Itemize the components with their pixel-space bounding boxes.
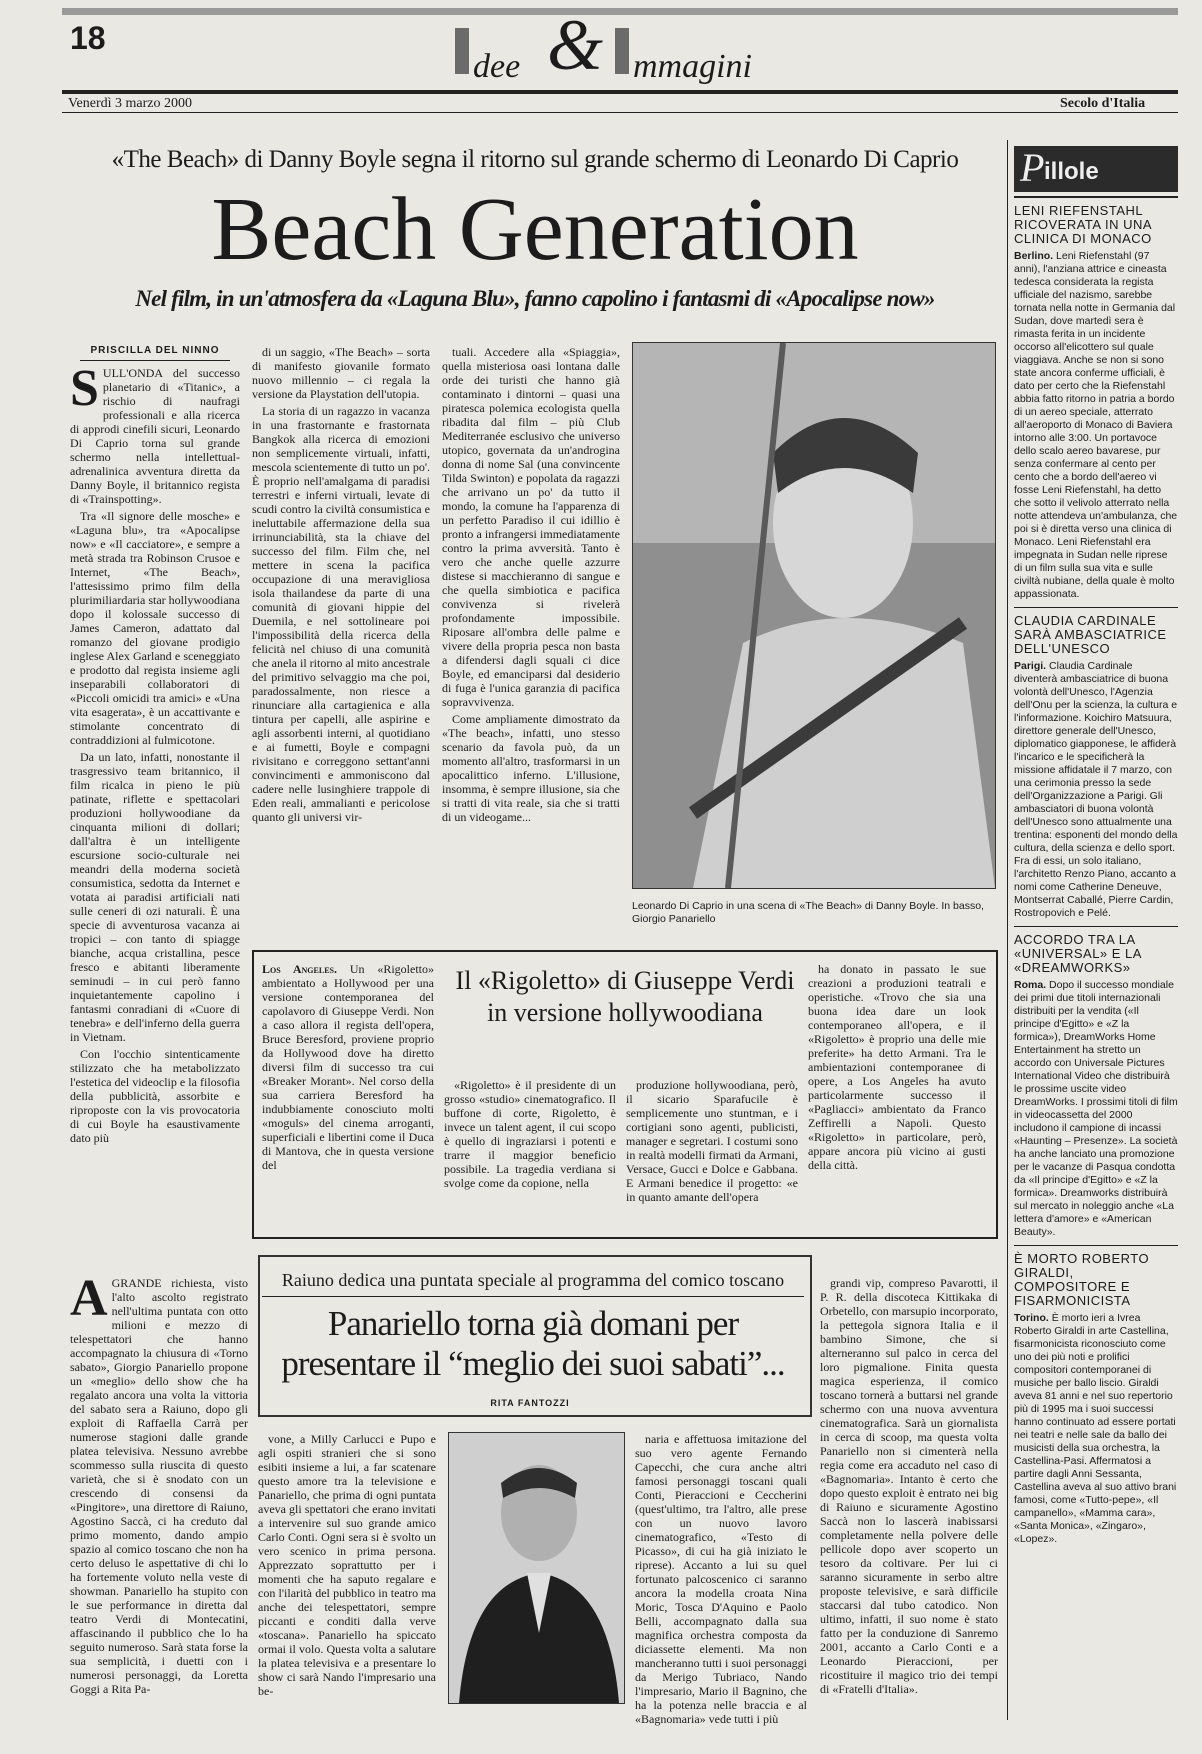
- main-col3-p2: Come ampliamente dimostrato da «The beach», infatti, uno stesso scenario da favola può, da un momento all'altro, trasformarsi in un apocalittico inferno. L'illusione, insomma, è sempre illusione, sia che si tratti di vita reale, sia che si tratti di un videogame...: [442, 712, 620, 824]
- rigoletto-title: Il «Rigoletto» di Giuseppe Verdi in versione hollywoodiana: [455, 966, 795, 1027]
- main-col1-p3: Da un lato, infatti, nonostante il trasgressivo team britannico, il film ricalca in pieno le più patinate, riflette e spettacolari produzioni hollywoodiane da cinquanta milioni di dollari; dall'altra è un intelligente escursione socio-culturale nei meandri della moderna società consumistica, sedotta da Internet e votata ai paradisi artificiali nati sulle ceneri di ozi naturali. È una specie di avventurosa vacanza ai tropici – con tanto di spiagge bianche, acqua cristallina, pesce fresco e abitanti liberamente seminudi – in cui però fanno inquietantemente capolino i fantasmi conradiani di «Cuore di tenebra» e dell'inferno della guerra in Vietnam.: [70, 750, 240, 1044]
- panariello-column-1: [70, 1276, 248, 1736]
- pillole-item-universal: [1014, 933, 1178, 1239]
- main-subtitle: Nel film, in un'atmosfera da «Laguna Blu», fanno capolino i fantasmi di «Apocalipse now»: [135, 286, 935, 311]
- pillole-item-cardinale: [1014, 614, 1178, 920]
- rigoletto-column-1: [262, 962, 434, 1228]
- pillole-item-text: [1014, 660, 1178, 920]
- main-title: Beach Generation: [211, 180, 859, 279]
- main-kicker: «The Beach» di Danny Boyle segna il ritorno sul grande schermo di Leonardo Di Caprio: [111, 146, 959, 173]
- pillole-item-title: ACCORDO TRA LA «UNIVERSAL» E LA «DREAMWORKS»: [1014, 932, 1142, 975]
- sidebar-divider: [1007, 140, 1008, 1720]
- main-dropcap: S: [70, 366, 99, 417]
- pillole-rule-1: [1014, 196, 1178, 198]
- rigoletto-column-4: [808, 962, 986, 1228]
- dicaprio-figure: [633, 343, 995, 888]
- pillole-header-text: illole: [1044, 158, 1099, 185]
- main-col1-p4: Con l'occhio sintenticamente stilizzato che ha metabolizzato l'estetica del videoclip e la filosofia della pubblicità, assorbite e riproposte con la vis provocatoria di cui Boyle ha esaustivamente dato più: [70, 1047, 240, 1145]
- main-col1-p2: Tra «Il signore delle mosche» e «Laguna blu», tra «Apocalipse now» e «Il cacciatore», e sempre a metà strada tra Robinson Crusoe e Internet, «The Beach», l'attesissimo primo film della plurimiliardaria star hollywoodiana dopo il kolossale successo di James Cameron, adattato dal romanzo del giovane prodigio inglese Alex Garland e sceneggiato e prodotto dal regista insieme agli inseparabili collaboratori di «Piccoli omicidi tra amici» e «Una vita esagerata», è un accattivante e stimolante concentrato di contraddizioni al fulmicotone.: [70, 509, 240, 747]
- pillole-item-dateline: Parigi.: [1014, 660, 1047, 672]
- pillole-item-riefenstahl: [1014, 204, 1178, 601]
- main-column-1: [70, 366, 240, 1306]
- section-word-1: dee: [473, 48, 521, 85]
- pillole-item-title: CLAUDIA CARDINALE SARÀ AMBASCIATRICE DELL'UNESCO: [1014, 613, 1167, 656]
- section-letter-2: [615, 28, 629, 74]
- pillole-item-text: [1014, 250, 1178, 601]
- rigoletto-column-3: [626, 1078, 798, 1228]
- pillole-item-dateline: Torino.: [1014, 1312, 1049, 1324]
- pillole-item-body: Leni Riefenstahl (97 anni), l'anziana attrice e cineasta tedesca considerata la regista ufficiale del nazismo, sarebbe tornata nella notte in Germania dal Sudan, dove martedì sera è rimasta ferita in un incidente occorso all'elicottero sul quale viaggiava. Anche se non si sono state ancora conferme ufficiali, è dato per certo che la Riefenstahl abbia fatto ritorno in patria a bordo di un aereo speciale, atterrato all'aeroporto di Monaco di Baviera intorno alle 3:00. Un portavoce dello scalo aereo bavarese, pur senza confermare al cento per cento che a bordo dell'aereo vi fosse Leni Riefenstahl, ha detto che sotto il velivolo atterrato nella notte attendeva un'ambulanza, che poi si è diretta verso una clinica di Monaco. Leni Riefenstahl era impegnata in Sudan nelle riprese di un film sulla sua vita e sulle civiltà nubiane, della quale è molto appassionata.: [1014, 250, 1178, 600]
- pillole-item-text: [1014, 979, 1178, 1239]
- header-rule-thin: [62, 112, 1178, 113]
- rigoletto-col2-text: «Rigoletto» è il presidente di un grosso «studio» cinematografico. Il buffone di corte, Rigoletto, è invece un talent agent, il cui scopo è quello di ingraziarsi i potenti e trarre il maggior beneficio possibile. La tragedia verdiana si svolge come da copione, nella: [444, 1078, 616, 1190]
- rigoletto-col3-text: produzione hollywoodiana, però, il sicario Sparafucile è semplicemente uno stuntman, e i cortigiani sono agenti, publicisti, manager e segretari. I costumi sono in realtà modelli firmati da Armani, Versace, Gucci e Dolce e Gabbana. E Armani benedice il progetto: «e in quanto amante dell'opera: [626, 1078, 798, 1204]
- rigoletto-col1-text: [262, 962, 434, 1172]
- panariello-col4-text: grandi vip, compreso Pavarotti, il P. R. della discoteca Kittikaka di Orbetello, con marsupio incorporato, la pettegola signora Italia e il bambino Simone, che si alterneranno sul palco in cerca del loro pigmalione. Finita questa magica esperienza, il comico toscano tornerà a buttarsi nel grande schermo con una nuova avventura cinematografica. Sarà un giornalista in cerca di scoop, ma questa volta Panariello non si cimenterà nella regia come era accaduto nel caso di «Bagnomaria». Intanto è certo che dopo questo exploit è entrato nei big di Raiuno e sicuramente Agostino Saccà non lo lascerà inabissarsi completamente nella polvere delle pellicole dopo aver scoperto un tesoro da coltivare. Per lui ci saranno sicuramente in serbo altre proposte televisive, e sarà difficile staccarsi dal tubo catodico. Non ultimo, infatti, il suo nome è stato fatto per la conduzione di Sanremo 2001, accanto a Carlo Conti e a Leonardo Pieraccioni, per ricostituire il magico trio dei tempi di «Fratelli d'Italia».: [820, 1276, 998, 1696]
- main-col3-p1: tuali. Accedere alla «Spiaggia», quella misteriosa oasi lontana dalle orde dei turisti che hanno già contaminato i dintorni – quasi una piratesca polemica ecologista quella ribadita dal film – più Club Mediterranée esclusivo che universo utopico, governata da un'androgina donna di nome Sal (una convincente Tilda Swinton) e popolata da ragazzi che arrivano un po' da tutto il mondo, la comune ha l'apparenza di un perfetto Paradiso il cui idillio è pronto a infrangersi immediatamente contro la prima avversità. Tanto è vero che anche quelle azzurre distese si macchieranno di sangue e che quella simbiotica e pacifica convivenza si rivelerà profondamente impossibile. Riposare all'ombra delle palme e vivere della propria pesca non basta a difendersi dagli squali ci dice Boyle, ed emanciparsi dal desiderio di fuga è l'unica garanzia di pacifica sopravvivenza.: [442, 345, 620, 709]
- panariello-column-2: [258, 1432, 436, 1732]
- panariello-col1-text: GRANDE richiesta, visto l'alto ascolto registrato nell'ultima puntata con otto milioni e mezzo di telespettatori che hanno accompagnato la chiusura di «Torno sabato», Giorgio Panariello propone un «meglio» dello show che ha regalato ancora una volta la vittoria del sabato sera a Raiuno, dopo gli exploit di Raffaella Carrà per numerose stagioni dalle grande platea televisiva. Nessuno avrebbe scommesso sulla riuscita di questo varietà, che si è snodato con un crescendo di consensi da «Pingitore», una direttore di Raiuno, Agostino Saccà, ci ha creduto dal primo momento, dando ampio spazio al comico toscano che non ha certo deluso le aspettative di chi lo ha fortemente voluto nella veste di showman. Panariello ha stupito con le sue performance in diretta dal teatro Verdi di Montecatini, affascinando il pubblico che lo ha seguito numeroso. Sarà stata forse la sua semplicità, i duetti con i numerosi personaggi, da Loretta Goggi a Rita Pa-: [70, 1276, 248, 1696]
- pillole-sidebar: [1014, 146, 1178, 1721]
- rigoletto-col4-text: ha donato in passato le sue creazioni a produzioni teatrali e operistiche. «Trovo che sia una buona idea dare un look contemporaneo all'opera, e il «Rigoletto» è proprio una delle mie preferite» ha detto Armani. Tra le ambientazioni contemporanee di opere, a Los Angeles ha avuto particolarmente successo il «Pagliacci» ambientato da Franco Zeffirelli a Napoli. Questo «Rigoletto» in particolare, però, appare ancora più vicino ai gusti della città.: [808, 962, 986, 1172]
- pillole-item-title: È MORTO ROBERTO GIRALDI, COMPOSITORE E FISARMONICISTA: [1014, 1251, 1150, 1308]
- paper-name: Secolo d'Italia: [1060, 96, 1146, 111]
- section-masthead: [455, 5, 835, 90]
- pillole-rule-4: [1014, 1245, 1178, 1246]
- panariello-column-3: [635, 1432, 807, 1732]
- section-letter-1: [455, 28, 469, 74]
- pillole-item-dateline: Roma.: [1014, 979, 1047, 991]
- pillole-item-text: [1014, 1312, 1178, 1546]
- photo-caption: Leonardo Di Caprio in una scena di «The Beach» di Danny Boyle. In basso, Giorgio Panariello: [632, 900, 984, 925]
- main-author: PRISCILLA DEL NINNO: [90, 345, 220, 356]
- author-rule: [80, 360, 230, 361]
- panariello-col3-text: naria e affettuosa imitazione del suo vero agente Fernando Capecchi, che cura anche altri famosi personaggi toscani quali Conti, Pieraccioni e Ceccherini (quest'ultimo, tra l'altro, alle prese con un nuovo lavoro cinematografico, «Testo di Picasso», di cui ha già iniziato le riprese). Accanto a lui su quel fortunato palcoscenico ci saranno ancora la modella croata Nina Moric, Tosca D'Aquino e Paolo Belli, accompagnato dalla sua magnifica orchestra composta da diciassette elementi. Ma non mancheranno tutti i suoi personaggi da Merigo Tubriaco, Nando l'impresario, Mario il Bagnino, che ha la potenza nelle braccia e al «Bagnomaria» vede tutti i più: [635, 1432, 807, 1726]
- panariello-author: RITA FANTOZZI: [490, 1398, 570, 1408]
- rigoletto-col1-body: Un «Rigoletto» ambientato a Hollywood per una versione contemporanea del capolavoro di Giuseppe Verdi. Non a caso allora il regista dell'opera, Bruce Beresford, proviene proprio da Hollywood dove ha diretto diversi film di successo tra cui «Breaker Morant». Nel corso della sua carriera Beresford ha indubbiamente conosciuto molti «moguls» del cinema arroganti, superficiali e libertini come il Duca di Mantova, che in questa versione del: [262, 962, 434, 1172]
- pillole-item-title: LENI RIEFENSTAHL RICOVERATA IN UNA CLINICA DI MONACO: [1014, 203, 1152, 246]
- pillole-item-dateline: Berlino.: [1014, 250, 1054, 262]
- page-number: 18: [70, 20, 106, 56]
- header-rule: [62, 90, 1178, 94]
- panariello-photo: [448, 1432, 625, 1704]
- main-column-3: [442, 345, 620, 925]
- panariello-kicker-rule: [262, 1296, 804, 1297]
- dicaprio-photo: [632, 342, 996, 889]
- panariello-figure: [449, 1433, 624, 1703]
- panariello-dropcap: A: [70, 1276, 108, 1327]
- panariello-kicker: Raiuno dedica una puntata speciale al programma del comico toscano: [281, 1270, 785, 1290]
- section-ampersand: &: [547, 5, 604, 85]
- main-col1-p1: ULL'ONDA del successo planetario di «Titanic», a rischio di naufragi professionali e alla ricerca di approdi cinefili sicuri, Leonardo Di Caprio torna sul grande schermo nella intellettual-adrenalinica avventura diretta da Danny Boyle, il britannico regista di «Trainspotting».: [70, 366, 240, 506]
- rigoletto-dateline: Los Angeles.: [262, 962, 337, 976]
- pillole-rule-2: [1014, 607, 1178, 608]
- panariello-column-4: [820, 1276, 998, 1736]
- pillole-header: [1014, 146, 1178, 192]
- main-column-2: [252, 345, 430, 925]
- issue-date: Venerdì 3 marzo 2000: [68, 96, 193, 111]
- pillole-rule-3: [1014, 926, 1178, 927]
- panariello-col2-text: vone, a Milly Carlucci e Pupo e agli ospiti stranieri che si sono esibiti insieme a lui, a far scatenare questo amore tra la televisione e Panariello, che prima di ogni puntata aveva gli spettatori che erano invitati a intervenire sul suo grande amico Carlo Conti. Ogni sera si è svolto un vero scenico in prima persona. Apprezzato soprattutto per i momenti che ha saputo regalare e con l'ilarità del pubblico in teatro ma anche dei telespettatori, sempre piccanti e conditi dalla verve «toscana». Panariello ha spiccato ormai il volo. Questa volta a salutare la platea televisiva e a presentare lo show ci sarà Nando l'impresario una be-: [258, 1432, 436, 1698]
- main-col2-p2: La storia di un ragazzo in vacanza in una frastornante e frastornata Bangkok alla ricerca di emozioni non semplicemente virtuali, infatti, mescola scientemente di tutto un po'. È proprio nell'amalgama di paradisi terrestri e inferni virtuali, levate di scudi contro la civiltà consumistica e ineluttabile affermazione della sua irrinunciabilità, sta la chiave del successo del film. Film che, nel mettere in scena la pacifica occupazione di una meravigliosa isola thailandese da parte di una comunità di giovani hippie del Duemila, e nel sottolineare poi l'impossibilità della ricerca della felicità nel chiuso di una comunità che anela il ritorno al mito ancestrale del primitivo selvaggio ma che poi, paradossalmente, non riesce a rinunciare alla cartagienica e alla tintura per capelli, alle aspirine e agli assorbenti interni, al quotidiano e ai fumetti, Boyle e compagni rivisitano e correggono settant'anni convincimenti e ammoniscono dal cadere nelle lusinghiere trappole di Eden reali, ammalianti e pericolose quanto gli universi vir-: [252, 404, 430, 824]
- panariello-title: Panariello torna già domani per presentare il “meglio dei suoi sabati”...: [281, 1304, 785, 1383]
- pillole-item-body: È morto ieri a Ivrea Roberto Giraldi in arte Castellina, fisarmonicista riconosciuto come uno dei più noti e prolifici compositori contemporanei di musiche per ballo liscio. Giraldi aveva 81 anni e nel suo repertorio più di 1995 ma i suoi successi hanno continuato ad essere portati nei teatri e nelle sale da ballo dei musicisti della sua orchestra, la Castellina-Pasi. Affermatosi a partire dagli Anni Sessanta, Castellina aveva al suo attivo brani famosi, come «Tutto-pepe», «Il campanello», «Mamma cara», «Santa Monica», «Zingaro», «Lopez».: [1014, 1312, 1177, 1545]
- section-word-2: mmagini: [633, 48, 752, 85]
- pillole-item-giraldi: [1014, 1252, 1178, 1546]
- pillole-header-letter: P: [1020, 146, 1045, 190]
- pillole-item-body: Claudia Cardinale diventerà ambasciatrice di buona volontà dell'Unesco, l'Agenzia dell'Onu per la scienza, la cultura e l'informazione. Koichiro Matsuura, direttore generale dell'Unesco, diplomatico giapponese, le affiderà l'incarico e le specificherà la missione affidatale il 7 marzo, con una cerimonia presso la sede dell'Organizzazione a Parigi. Gli ambasciatori di buona volontà dell'Unesco sono attualmente una trentina: esponenti del mondo della cultura, della scienza e dello sport. Fra di essi, un solo italiano, l'architetto Renzo Piano, accanto a nomi come Catherine Deneuve, Montserrat Caballé, Pierre Cardin, Rostropovich e Pelé.: [1014, 660, 1178, 919]
- main-col2-p1: di un saggio, «The Beach» – sorta di manifesto giovanile formato nuovo millennio – ci regala la versione da Playstation dell'utopia.: [252, 345, 430, 401]
- pillole-item-body: Dopo il successo mondiale dei primi due titoli internazionali distribuiti per la vendita («Il principe d'Egitto» e «Z la formica»), DreamWorks Home Entertainment ha stretto un accordo con Universale Pictures International Video che distribuirà le prossime uscite video DreamWorks. I prossimi titoli di film in videocassetta del 2000 includono il campione di incassi «Haunting – Presenze». La società ha anche lanciato una promozione per le vacanze di Pasqua condotta da «Il principe d'Egitto» e «Z la formica». Dreamworks distribuirà sul mercato in noleggio anche «La lettera d'amore» e «American Beauty».: [1014, 979, 1178, 1238]
- rigoletto-column-2: [444, 1078, 616, 1228]
